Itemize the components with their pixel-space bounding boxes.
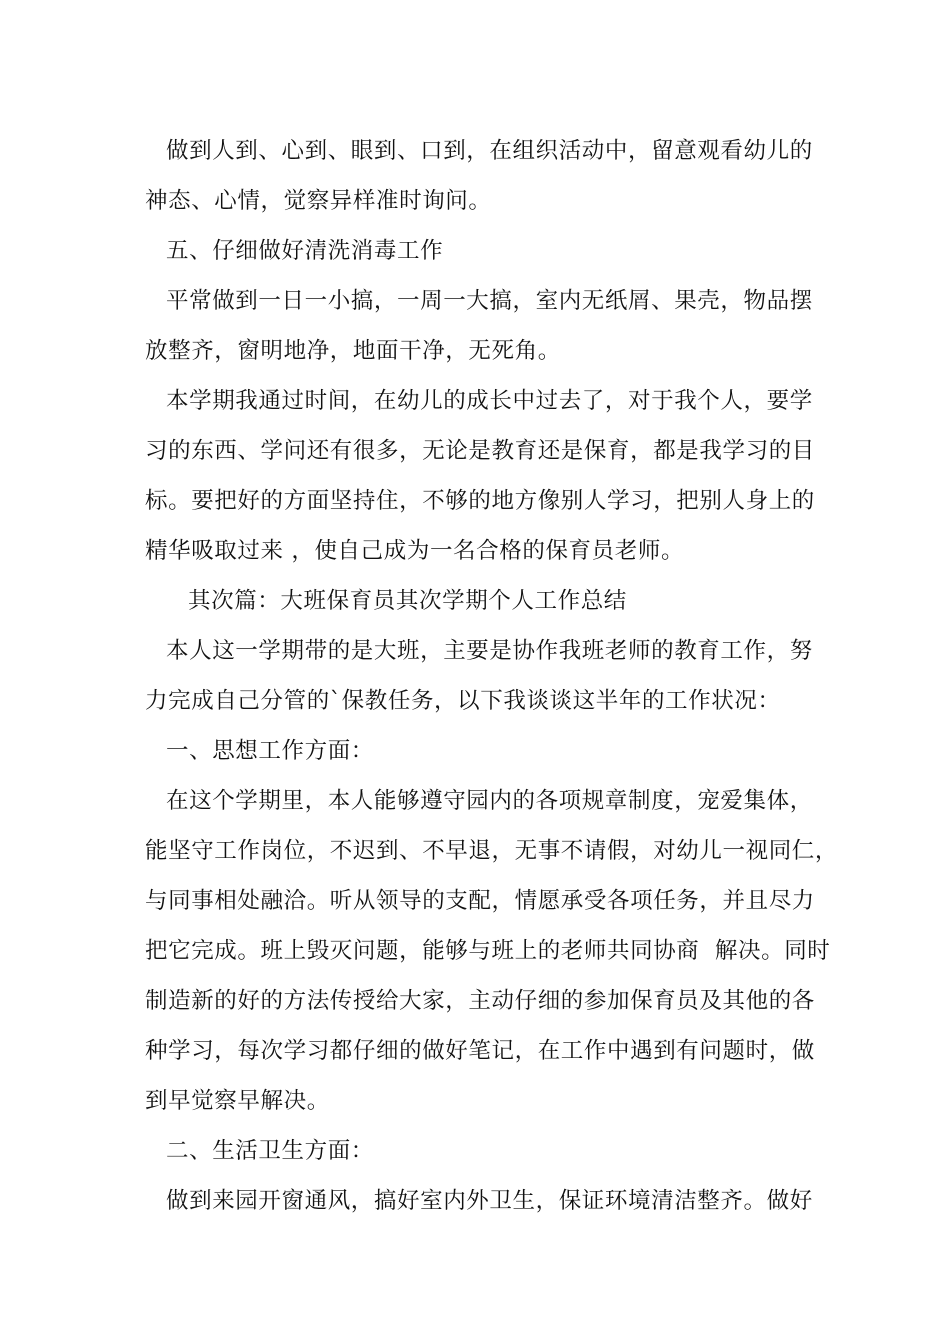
article-title: 其次篇：大班保育员其次学期个人工作总结 — [188, 588, 627, 614]
section-heading: 五、仔细做好清洗消毒工作 — [166, 238, 444, 264]
section-heading: 二、生活卫生方面： — [166, 1138, 374, 1164]
text-line: 平常做到一日一小搞，一周一大搞，室内无纸屑、果壳，物品摆 — [166, 288, 813, 314]
section-heading: 一、思想工作方面： — [166, 738, 374, 764]
text-line: 与同事相处融洽。听从领导的支配，情愿承受各项任务，并且尽力 — [145, 888, 815, 914]
text-line: 在这个学期里，本人能够遵守园内的各项规章制度，宠爱集体， — [166, 788, 813, 814]
text-line: 精华吸取过来 ，使自己成为一名合格的保育员老师。 — [145, 538, 685, 564]
text-line: 做到来园开窗通风，搞好室内外卫生，保证环境清洁整齐。做好 — [166, 1188, 813, 1214]
text-line: 习的东西、学问还有很多，无论是教育还是保育，都是我学习的目 — [145, 438, 815, 464]
text-line: 力完成自己分管的`保教任务，以下我谈谈这半年的工作状况： — [145, 688, 781, 714]
text-line: 把它完成。班上毁灭问题，能够与班上的老师共同协商 解决。同时 — [145, 938, 831, 964]
text-line: 能坚守工作岗位，不迟到、不早退，无事不请假，对幼儿一视同仁， — [145, 838, 839, 864]
text-line: 本人这一学期带的是大班，主要是协作我班老师的教育工作，努 — [166, 638, 813, 664]
text-line: 标。要把好的方面坚持住，不够的地方像别人学习，把别人身上的 — [145, 488, 815, 514]
text-line: 神态、心情，觉察异样准时询问。 — [145, 188, 492, 214]
text-line: 制造新的好的方法传授给大家，主动仔细的参加保育员及其他的各 — [145, 988, 815, 1014]
text-line: 种学习，每次学习都仔细的做好笔记，在工作中遇到有问题时，做 — [145, 1038, 815, 1064]
text-line: 做到人到、心到、眼到、口到，在组织活动中，留意观看幼儿的 — [166, 138, 813, 164]
text-line: 本学期我通过时间，在幼儿的成长中过去了，对于我个人，要学 — [166, 388, 813, 414]
text-line: 放整齐，窗明地净，地面干净，无死角。 — [145, 338, 561, 364]
text-line: 到早觉察早解决。 — [145, 1088, 330, 1114]
